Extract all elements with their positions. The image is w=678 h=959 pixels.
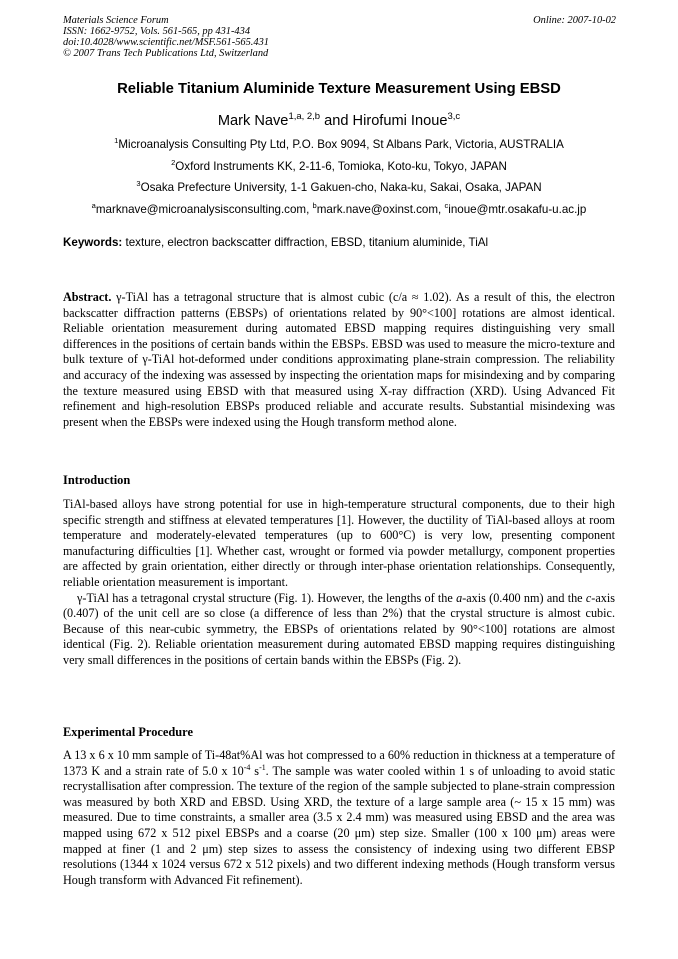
affiliation-marker: 1 bbox=[114, 136, 119, 146]
axis-symbol: c bbox=[585, 590, 592, 605]
affiliation bbox=[0, 181, 678, 194]
copyright-line: © 2007 Trans Tech Publications Ltd, Switzerland bbox=[63, 48, 269, 59]
email-address: inoue@mtr.osakafu-u.ac.jp bbox=[448, 203, 587, 216]
author-line bbox=[0, 113, 678, 129]
experimental-body bbox=[63, 748, 615, 888]
journal-header bbox=[63, 15, 616, 59]
affiliation-marker: 3 bbox=[136, 179, 141, 189]
keywords bbox=[63, 236, 623, 249]
abstract-text: γ-TiAl has a tetragonal structure that is almost cubic (c/a ≈ 1.02). As a result of this, the electron backscatter diffraction patterns (EBSPs) of orientations related by 90°<100] rotations are almost identical. Reliable orientation measurement during automated EBSD mapping requires distinguishing very small differences in the positions of certain bands within the EBSPs. EBSD was used to measure the micro-texture and bulk texture of γ-TiAl hot-deformed under conditions approximating plane-strain compression. The reliability and accuracy of the indexing was assessed by inspecting the orientation maps for misindexing and by comparing the texture measured using EBSD with that measured using X-ray diffraction (XRD). Using Advanced Fit refinement and high-resolution EBSPs produced reliable and accurate results. Substantial misindexing was present when the EBSPs were indexed using the Hough transform method alone. bbox=[63, 290, 615, 429]
exponent: -1 bbox=[259, 762, 266, 772]
introduction-heading: Introduction bbox=[63, 473, 131, 487]
paragraph-text: s bbox=[250, 763, 260, 778]
abstract bbox=[63, 290, 615, 430]
paragraph-text: γ-TiAl has a tetragonal crystal structure (Fig. 1). However, the lengths of the bbox=[77, 590, 457, 605]
online-date: Online: 2007-10-02 bbox=[533, 15, 616, 26]
affiliation-text: Osaka Prefecture University, 1-1 Gakuen-cho, Naka-ku, Sakai, Osaka, JAPAN bbox=[140, 181, 542, 194]
doi-line: doi:10.4028/www.scientific.net/MSF.561-565.431 bbox=[63, 37, 269, 48]
affiliation-text: Oxford Instruments KK, 2-11-6, Tomioka, Koto-ku, Tokyo, JAPAN bbox=[175, 160, 507, 173]
author-name: Mark Nave bbox=[217, 113, 289, 129]
affiliation-text: Microanalysis Consulting Pty Ltd, P.O. Box 9094, St Albans Park, Victoria, AUSTRALIA bbox=[118, 138, 564, 151]
paragraph-text: -axis (0.400 nm) and the bbox=[462, 590, 586, 605]
abstract-label: Abstract. bbox=[63, 290, 112, 304]
affiliation bbox=[0, 138, 678, 151]
email-marker: c bbox=[444, 201, 449, 211]
axis-symbol: a bbox=[456, 590, 463, 605]
experimental-heading: Experimental Procedure bbox=[63, 725, 193, 739]
author-affil-marker: 3,c bbox=[447, 111, 461, 123]
email-address: mark.nave@oxinst.com, bbox=[316, 203, 445, 216]
paragraph-text: A 13 x 6 x 10 mm sample of Ti-48at%Al was hot compressed to a 60% reduction in thickness at a temperature of 1373 K and a strain rate of 5.0 x 10 bbox=[63, 748, 615, 778]
exponent: -4 bbox=[243, 762, 251, 772]
author-affil-marker: 1,a, 2,b bbox=[288, 111, 321, 123]
affiliation bbox=[0, 160, 678, 173]
issn-line: ISSN: 1662-9752, Vols. 561-565, pp 431-434 bbox=[63, 26, 251, 37]
paragraph-text: . The sample was water cooled within 1 s of unloading to avoid static recrystallisation after compression. The texture of the region of the sample subjected to plane-strain compression was measured by both XRD and EBSD. Using XRD, the texture of a large sample area (~ 15 x 15 mm) was measured. Due to time constraints, a smaller area (3.5 x 2.4 mm) was measured using EBSD and the area was mapped using 672 x 512 pixel EBSPs and a coarse (20 μm) step size. Smaller (100 x 100 μm) areas were mapped at finer (1 and 2 μm) step sizes to assess the consistency of indexing using two different EBSP resolutions (1344 x 1024 versus 672 x 512 pixels) and two different indexing methods (Hough transform versus Hough transform with Advanced Fit refinement). bbox=[63, 763, 615, 887]
keywords-label: Keywords: bbox=[63, 236, 123, 249]
paragraph-text: -axis (0.407) of the unit cell are so close (a difference of less than 2%) that the crystal structure is almost cubic. Because of this near-cubic symmetry, the EBSPs of orientations related by 90°<100] rotations are almost identical (Fig. 2). Reliable orientation measurement during automated EBSD mapping requires distinguishing very small differences in the positions of certain bands within the EBSPs (Fig. 2). bbox=[63, 590, 615, 667]
journal-name: Materials Science Forum bbox=[63, 15, 169, 26]
email-marker: a bbox=[91, 201, 96, 211]
email-line bbox=[0, 203, 678, 216]
introduction-body bbox=[63, 497, 615, 669]
paragraph: TiAl-based alloys have strong potential for use in high-temperature structural components, due to their high specific strength and stiffness at elevated temperatures [1]. However, the ductility of TiAl-based alloys at room temperature and moderately-elevated temperatures (up to 600°C) is very low, presenting component manufacturing difficulties [1]. Whether cast, wrought or formed via powder metallurgy, component properties are affected by grain orientation, either directly or through inter-phase orientation relationships. Consequently, reliable orientation measurement is important. bbox=[63, 497, 615, 589]
email-address: marknave@microanalysisconsulting.com, bbox=[95, 203, 313, 216]
paragraph bbox=[63, 591, 615, 669]
paragraph bbox=[63, 748, 615, 888]
author-name: Hirofumi Inoue bbox=[352, 113, 448, 129]
keywords-text: texture, electron backscatter diffraction, EBSD, titanium aluminide, TiAl bbox=[122, 236, 489, 249]
paper-title: Reliable Titanium Aluminide Texture Measurement Using EBSD bbox=[117, 81, 561, 97]
affiliation-marker: 2 bbox=[171, 158, 176, 168]
email-marker: b bbox=[312, 201, 317, 211]
author-conjunction: and bbox=[320, 113, 353, 129]
